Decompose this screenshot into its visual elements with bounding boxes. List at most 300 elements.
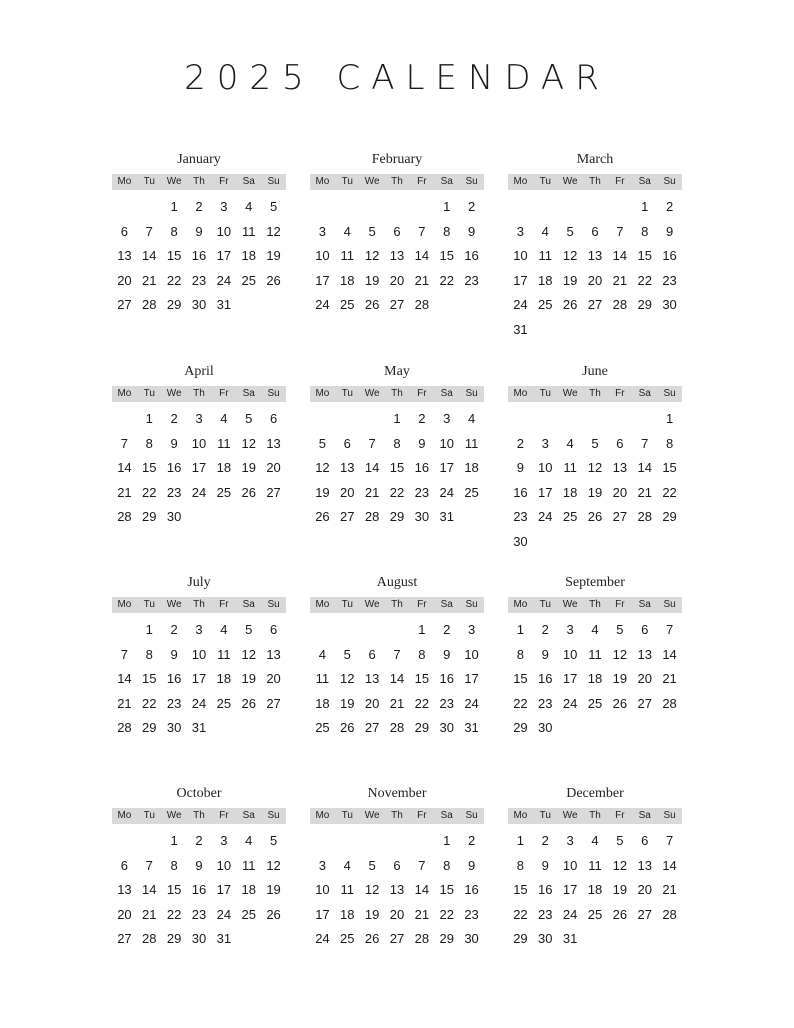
weekday-label: Su <box>267 599 280 610</box>
month-name: July <box>187 575 211 590</box>
day-cell: 11 <box>217 435 231 451</box>
day-cell: 5 <box>318 435 327 451</box>
day-cell: 30 <box>662 297 677 312</box>
day-cell: 2 <box>665 199 674 214</box>
weekday-label: Tu <box>143 810 155 821</box>
weekday-header <box>112 386 286 402</box>
day-cell: 7 <box>120 435 129 451</box>
day-cell: 9 <box>418 435 426 451</box>
day-cell: 8 <box>418 646 426 662</box>
day-cell: 13 <box>117 882 132 897</box>
day-cell: 15 <box>166 882 182 897</box>
day-cell: 20 <box>587 272 603 288</box>
day-cell: 14 <box>662 646 677 662</box>
day-cell: 31 <box>191 720 207 735</box>
day-cell: 18 <box>216 671 232 686</box>
day-cell: 26 <box>612 906 628 922</box>
day-cell: 26 <box>266 272 281 288</box>
day-cell: 28 <box>662 906 677 922</box>
day-blank <box>310 411 335 436</box>
day-cell: 20 <box>364 695 380 711</box>
month-october <box>112 784 286 956</box>
day-cell: 6 <box>120 857 129 873</box>
day-cell: 19 <box>266 248 281 263</box>
weekday-label: Th <box>391 176 403 187</box>
day-cell: 16 <box>662 248 677 263</box>
weekday-label: Su <box>267 388 280 399</box>
weekday-label: Th <box>391 810 403 821</box>
day-cell: 11 <box>464 435 479 451</box>
day-cell: 12 <box>340 671 355 686</box>
day-cell: 21 <box>414 906 430 922</box>
day-cell: 22 <box>439 906 454 922</box>
day-cell: 1 <box>443 199 451 214</box>
weekday-label: Sa <box>440 176 453 187</box>
day-blank <box>112 411 137 436</box>
day-cell: 9 <box>541 857 549 873</box>
day-blank <box>385 622 410 647</box>
day-cell: 14 <box>414 248 430 263</box>
day-cell: 16 <box>538 671 553 686</box>
day-cell: 17 <box>315 272 330 288</box>
day-cell: 17 <box>439 460 454 475</box>
day-cell: 2 <box>467 833 476 848</box>
month-may <box>310 362 484 534</box>
weekday-label: Sa <box>242 810 255 821</box>
day-cell: 20 <box>612 484 628 500</box>
day-grid <box>310 411 484 534</box>
day-cell: 24 <box>439 484 454 500</box>
month-august <box>310 573 484 745</box>
day-cell: 3 <box>195 622 203 637</box>
day-cell: 6 <box>120 223 129 239</box>
month-november <box>310 784 484 956</box>
day-cell: 26 <box>587 509 603 524</box>
day-cell: 30 <box>414 509 430 524</box>
day-blank <box>137 833 162 858</box>
day-cell: 10 <box>439 435 454 451</box>
day-cell: 28 <box>414 931 430 946</box>
day-cell: 5 <box>368 223 376 239</box>
day-cell: 5 <box>566 223 574 239</box>
day-grid <box>508 622 682 745</box>
day-cell: 27 <box>389 931 405 946</box>
day-cell: 6 <box>393 857 401 873</box>
day-blank <box>335 833 360 858</box>
day-cell: 12 <box>364 248 380 263</box>
day-blank <box>409 199 434 224</box>
month-january <box>112 150 286 322</box>
day-cell: 6 <box>641 833 649 848</box>
day-cell: 31 <box>216 297 232 312</box>
day-cell: 17 <box>191 671 207 686</box>
weekday-label: We <box>166 176 182 187</box>
day-cell: 11 <box>340 882 355 897</box>
weekday-label: We <box>562 176 578 187</box>
day-blank <box>360 199 385 224</box>
month-name: December <box>566 786 624 801</box>
day-cell: 13 <box>266 435 281 451</box>
weekday-label: Fr <box>417 176 427 187</box>
day-blank <box>409 833 434 858</box>
weekday-label: Su <box>267 810 280 821</box>
day-cell: 30 <box>538 720 553 735</box>
month-name: June <box>582 364 608 379</box>
day-cell: 23 <box>414 484 430 500</box>
weekday-header <box>310 386 484 402</box>
day-blank <box>112 622 137 647</box>
day-cell: 25 <box>562 509 578 524</box>
day-cell: 11 <box>217 646 231 662</box>
day-cell: 21 <box>662 882 677 897</box>
day-cell: 11 <box>241 223 256 239</box>
day-cell: 7 <box>120 646 129 662</box>
day-cell: 22 <box>439 272 454 288</box>
day-cell: 10 <box>216 857 232 873</box>
day-cell: 7 <box>665 833 674 848</box>
day-cell: 2 <box>516 435 525 451</box>
day-cell: 23 <box>166 484 182 500</box>
weekday-label: Sa <box>440 599 453 610</box>
day-grid <box>310 199 484 322</box>
day-cell: 29 <box>166 297 182 312</box>
day-cell: 25 <box>216 695 232 711</box>
weekday-header <box>508 597 682 613</box>
day-cell: 22 <box>142 484 157 500</box>
day-cell: 21 <box>389 695 405 711</box>
weekday-label: Th <box>193 388 205 399</box>
weekday-label: Sa <box>242 388 255 399</box>
day-cell: 3 <box>318 857 327 873</box>
weekday-label: We <box>364 599 380 610</box>
day-cell: 26 <box>241 484 256 500</box>
day-cell: 2 <box>467 199 476 214</box>
day-cell: 31 <box>216 931 232 946</box>
day-cell: 14 <box>389 671 405 686</box>
weekday-label: We <box>562 599 578 610</box>
day-cell: 27 <box>389 297 405 312</box>
day-cell: 8 <box>516 646 525 662</box>
day-cell: 24 <box>216 906 232 922</box>
day-cell: 18 <box>340 272 355 288</box>
day-cell: 27 <box>612 509 628 524</box>
day-cell: 17 <box>191 460 207 475</box>
day-cell: 10 <box>538 460 553 475</box>
day-cell: 19 <box>364 906 380 922</box>
day-cell: 29 <box>414 720 430 735</box>
day-cell: 7 <box>616 223 624 239</box>
weekday-label: Fr <box>219 388 229 399</box>
day-cell: 5 <box>616 833 624 848</box>
day-blank <box>632 411 657 436</box>
day-cell: 23 <box>191 906 207 922</box>
day-cell: 25 <box>340 931 355 946</box>
weekday-label: Th <box>589 599 601 610</box>
day-cell: 1 <box>145 622 153 637</box>
day-blank <box>583 199 608 224</box>
day-cell: 11 <box>538 248 553 263</box>
day-cell: 7 <box>145 857 153 873</box>
weekday-label: We <box>562 388 578 399</box>
day-cell: 25 <box>340 297 355 312</box>
day-cell: 30 <box>464 931 479 946</box>
weekday-label: Fr <box>417 599 427 610</box>
day-blank <box>533 411 558 436</box>
day-cell: 4 <box>220 622 228 637</box>
weekday-label: Mo <box>513 176 528 187</box>
day-cell: 10 <box>191 646 207 662</box>
day-cell: 16 <box>166 671 182 686</box>
weekday-label: Tu <box>341 176 353 187</box>
weekday-label: Mo <box>117 599 132 610</box>
day-cell: 21 <box>364 484 380 500</box>
day-cell: 10 <box>315 882 330 897</box>
day-cell: 15 <box>414 671 430 686</box>
day-cell: 16 <box>439 671 454 686</box>
day-cell: 29 <box>662 509 677 524</box>
day-cell: 8 <box>443 857 451 873</box>
day-cell: 17 <box>216 248 232 263</box>
day-cell: 15 <box>142 671 157 686</box>
weekday-label: We <box>364 388 380 399</box>
day-cell: 3 <box>566 833 574 848</box>
day-blank <box>335 199 360 224</box>
day-cell: 13 <box>364 671 380 686</box>
day-cell: 7 <box>641 435 649 451</box>
day-cell: 12 <box>562 248 578 263</box>
day-blank <box>137 199 162 224</box>
day-cell: 30 <box>191 297 207 312</box>
day-grid <box>508 199 682 346</box>
day-cell: 10 <box>562 646 578 662</box>
day-cell: 2 <box>170 622 178 637</box>
day-cell: 14 <box>612 248 628 263</box>
day-cell: 25 <box>241 906 256 922</box>
day-cell: 12 <box>612 857 628 873</box>
day-cell: 20 <box>266 460 281 475</box>
day-grid <box>112 411 286 534</box>
day-cell: 16 <box>464 882 479 897</box>
day-cell: 30 <box>439 720 454 735</box>
day-cell: 27 <box>340 509 355 524</box>
day-cell: 6 <box>641 622 649 637</box>
day-cell: 18 <box>464 460 479 475</box>
day-cell: 14 <box>142 248 157 263</box>
day-cell: 1 <box>516 833 525 848</box>
day-cell: 24 <box>562 906 578 922</box>
day-cell: 24 <box>538 509 553 524</box>
day-cell: 28 <box>142 297 157 312</box>
day-cell: 29 <box>142 509 157 524</box>
day-blank <box>112 199 137 224</box>
day-cell: 23 <box>538 906 553 922</box>
day-grid <box>112 622 286 745</box>
day-cell: 21 <box>612 272 628 288</box>
day-cell: 15 <box>142 460 157 475</box>
day-cell: 4 <box>541 223 549 239</box>
day-cell: 23 <box>166 695 182 711</box>
day-cell: 18 <box>587 882 603 897</box>
weekday-label: Fr <box>417 810 427 821</box>
day-cell: 21 <box>637 484 652 500</box>
day-cell: 14 <box>142 882 157 897</box>
day-cell: 30 <box>166 720 182 735</box>
calendar-title: 2025 CALENDAR <box>184 58 610 98</box>
day-cell: 11 <box>340 248 355 263</box>
weekday-label: Th <box>589 176 601 187</box>
day-cell: 14 <box>662 857 677 873</box>
weekday-label: Tu <box>539 810 551 821</box>
weekday-header <box>112 597 286 613</box>
weekday-label: Tu <box>143 176 155 187</box>
weekday-label: Su <box>465 388 478 399</box>
day-cell: 8 <box>443 223 451 239</box>
day-cell: 6 <box>616 435 624 451</box>
weekday-label: Mo <box>315 176 330 187</box>
day-cell: 24 <box>191 484 207 500</box>
day-cell: 18 <box>241 882 256 897</box>
day-cell: 25 <box>587 906 603 922</box>
day-cell: 5 <box>616 622 624 637</box>
day-blank <box>310 199 335 224</box>
day-cell: 2 <box>418 411 426 426</box>
weekday-label: Sa <box>638 810 651 821</box>
weekday-label: Su <box>465 176 478 187</box>
day-cell: 26 <box>266 906 281 922</box>
day-cell: 21 <box>142 906 157 922</box>
month-april <box>112 362 286 534</box>
day-cell: 5 <box>269 833 278 848</box>
day-cell: 12 <box>587 460 603 475</box>
weekday-label: Tu <box>341 810 353 821</box>
day-cell: 25 <box>464 484 479 500</box>
day-cell: 15 <box>662 460 677 475</box>
day-cell: 28 <box>117 509 132 524</box>
day-cell: 4 <box>467 411 476 426</box>
day-cell: 2 <box>170 411 178 426</box>
day-cell: 18 <box>587 671 603 686</box>
weekday-label: Su <box>465 599 478 610</box>
day-cell: 26 <box>315 509 330 524</box>
day-cell: 17 <box>315 906 330 922</box>
day-cell: 13 <box>637 646 652 662</box>
day-cell: 2 <box>195 833 203 848</box>
day-cell: 12 <box>612 646 628 662</box>
weekday-header <box>310 597 484 613</box>
day-cell: 13 <box>389 248 405 263</box>
day-cell: 10 <box>216 223 232 239</box>
day-cell: 14 <box>364 460 380 475</box>
day-cell: 19 <box>266 882 281 897</box>
day-cell: 29 <box>637 297 652 312</box>
day-cell: 28 <box>364 509 380 524</box>
day-cell: 9 <box>195 857 203 873</box>
day-cell: 4 <box>318 646 327 662</box>
day-cell: 10 <box>464 646 479 662</box>
day-cell: 18 <box>538 272 553 288</box>
day-cell: 10 <box>562 857 578 873</box>
day-cell: 22 <box>513 695 528 711</box>
day-blank <box>112 833 137 858</box>
weekday-label: Th <box>589 388 601 399</box>
weekday-label: Mo <box>117 176 132 187</box>
month-name: September <box>565 575 625 590</box>
weekday-label: Tu <box>341 388 353 399</box>
day-cell: 22 <box>513 906 528 922</box>
day-cell: 8 <box>665 435 674 451</box>
weekday-label: Th <box>589 810 601 821</box>
day-cell: 6 <box>393 223 401 239</box>
day-cell: 9 <box>170 646 178 662</box>
day-cell: 27 <box>266 484 281 500</box>
day-cell: 1 <box>393 411 401 426</box>
day-blank <box>335 411 360 436</box>
day-cell: 26 <box>562 297 578 312</box>
day-cell: 30 <box>538 931 553 946</box>
day-cell: 16 <box>191 882 207 897</box>
day-cell: 13 <box>117 248 132 263</box>
weekday-label: Su <box>663 810 676 821</box>
day-cell: 19 <box>612 882 628 897</box>
day-cell: 1 <box>641 199 649 214</box>
weekday-label: Th <box>391 388 403 399</box>
day-cell: 12 <box>266 857 281 873</box>
weekday-label: Th <box>193 810 205 821</box>
day-cell: 22 <box>166 906 182 922</box>
weekday-label: Su <box>663 599 676 610</box>
day-cell: 29 <box>513 720 528 735</box>
day-cell: 14 <box>637 460 652 475</box>
day-cell: 30 <box>166 509 182 524</box>
day-cell: 1 <box>170 833 178 848</box>
day-blank <box>360 411 385 436</box>
weekday-label: Mo <box>513 599 528 610</box>
day-cell: 19 <box>587 484 603 500</box>
month-september <box>508 573 682 745</box>
day-cell: 10 <box>191 435 207 451</box>
day-cell: 22 <box>637 272 652 288</box>
day-cell: 19 <box>241 460 256 475</box>
day-cell: 27 <box>364 720 380 735</box>
weekday-label: Mo <box>513 388 528 399</box>
day-cell: 21 <box>117 484 132 500</box>
day-cell: 28 <box>389 720 405 735</box>
day-blank <box>558 411 583 436</box>
day-cell: 12 <box>364 882 380 897</box>
weekday-label: Tu <box>539 176 551 187</box>
weekday-label: We <box>166 388 182 399</box>
month-name: October <box>176 786 222 801</box>
day-cell: 13 <box>266 646 281 662</box>
day-cell: 21 <box>414 272 430 288</box>
day-blank <box>558 199 583 224</box>
day-cell: 4 <box>245 199 253 214</box>
day-cell: 15 <box>513 671 528 686</box>
day-cell: 15 <box>439 882 454 897</box>
weekday-label: Tu <box>143 599 155 610</box>
day-cell: 13 <box>637 857 652 873</box>
day-cell: 27 <box>117 931 132 946</box>
day-cell: 14 <box>117 460 132 475</box>
day-cell: 8 <box>641 223 649 239</box>
weekday-label: Su <box>465 810 478 821</box>
day-cell: 3 <box>318 223 327 239</box>
day-cell: 2 <box>195 199 203 214</box>
day-cell: 10 <box>315 248 330 263</box>
day-cell: 31 <box>562 931 578 946</box>
day-cell: 27 <box>637 695 652 711</box>
day-cell: 9 <box>195 223 203 239</box>
